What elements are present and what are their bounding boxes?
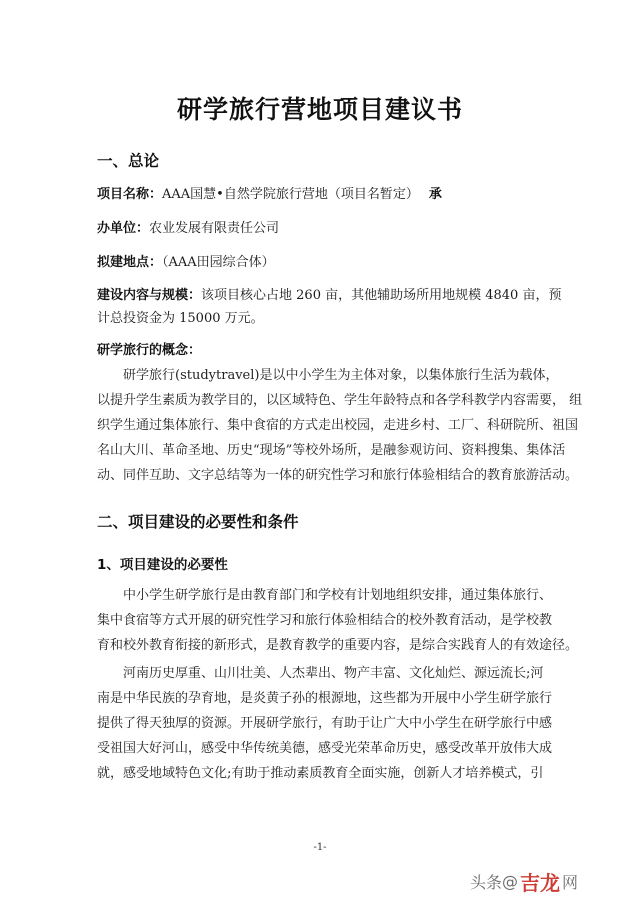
paragraph-line: 就，感受地域特色文化;有助于推动素质教育全面实施，创新人才培养模式，引 [97, 766, 544, 781]
paragraph-line: 中小学生研学旅行是由教育部门和学校有计划地组织安排，通过集体旅行、 [123, 588, 553, 603]
location-value: （AAA田园综合体） [162, 255, 275, 270]
paragraph-line: 河南历史厚重、山川壮美、人杰辈出、物产丰富、文化灿烂、源远流长;河 [123, 666, 544, 681]
concept-line: 研学旅行(studytravel)是以中小学生为主体对象，以集体旅行生活为载体， [123, 368, 559, 383]
section-heading-general: 一、总论 [97, 152, 160, 170]
organizer-label: 办单位： [97, 221, 150, 236]
project-name-line [97, 183, 442, 202]
watermark-at: @ [502, 871, 519, 891]
section-heading-necessity: 二、项目建设的必要性和条件 [97, 513, 299, 531]
organizer-line [97, 217, 279, 236]
sub-heading-necessity: 1、项目建设的必要性 [97, 557, 228, 573]
page-number: -1- [313, 842, 327, 853]
paragraph-line: 受祖国大好河山，感受中华传统美德，感受光荣革命历史，感受改革开放伟大成 [97, 741, 553, 756]
organizer-value: 农业发展有限责任公司 [149, 221, 280, 236]
scale-label: 建设内容与规模： [97, 288, 202, 303]
concept-label-line [97, 339, 201, 358]
paragraph-line: 提供了得天独厚的资源。开展研学旅行，有助于让广大中小学生在研学旅行中感 [97, 716, 553, 731]
location-line [97, 251, 275, 270]
scale-line-2: 计总投资金为 15000 万元。 [97, 311, 264, 326]
watermark-logo: 吉龙 [520, 870, 561, 895]
paragraph-line: 南是中华民族的孕育地，是炎黄子孙的根源地，这些都为开展中小学生研学旅行 [97, 691, 553, 706]
paragraph-line: 集中食宿等方式开展的研究性学习和旅行体验相结合的校外教育活动，是学校教 [97, 613, 553, 628]
paragraph-line: 育和校外教育衔接的新形式，是教育教学的重要内容，是综合实践育人的有效途径。 [97, 638, 579, 653]
document-title: 研学旅行营地项目建议书 [176, 95, 463, 124]
scale-text-1: 该项目核心占地 260 亩，其他辅助场所用地规模 4840 亩，预 [201, 288, 562, 303]
project-name-label: 项目名称： [97, 187, 163, 202]
watermark-prefix: 头条 [470, 872, 503, 892]
concept-line: 织学生通过集体旅行、集中食宿的方式走出校园，走进乡村、工厂、科研院所、祖国 [97, 418, 579, 433]
project-name-suffix: 承 [428, 187, 442, 202]
location-label: 拟建地点： [97, 255, 163, 270]
project-name-value: AAA国慧•自然学院旅行营地（项目名暂定） [162, 187, 419, 202]
scale-line-1 [97, 284, 561, 303]
concept-label: 研学旅行的概念： [97, 343, 202, 358]
concept-line: 动、同伴互助、文字总结等为一体的研究性学习和旅行体验相结合的教育旅游活动。 [97, 468, 579, 483]
concept-line: 以提升学生素质为教学目的，以区域特色、学生年龄特点和各学科教学内容需要， 组 [97, 393, 583, 408]
watermark-suffix: 网 [562, 872, 579, 892]
watermark [470, 866, 635, 896]
concept-line: 名山大川、革命圣地、历史“现场”等校外场所，是融参观访问、资料搜集、集体活 [97, 443, 566, 458]
